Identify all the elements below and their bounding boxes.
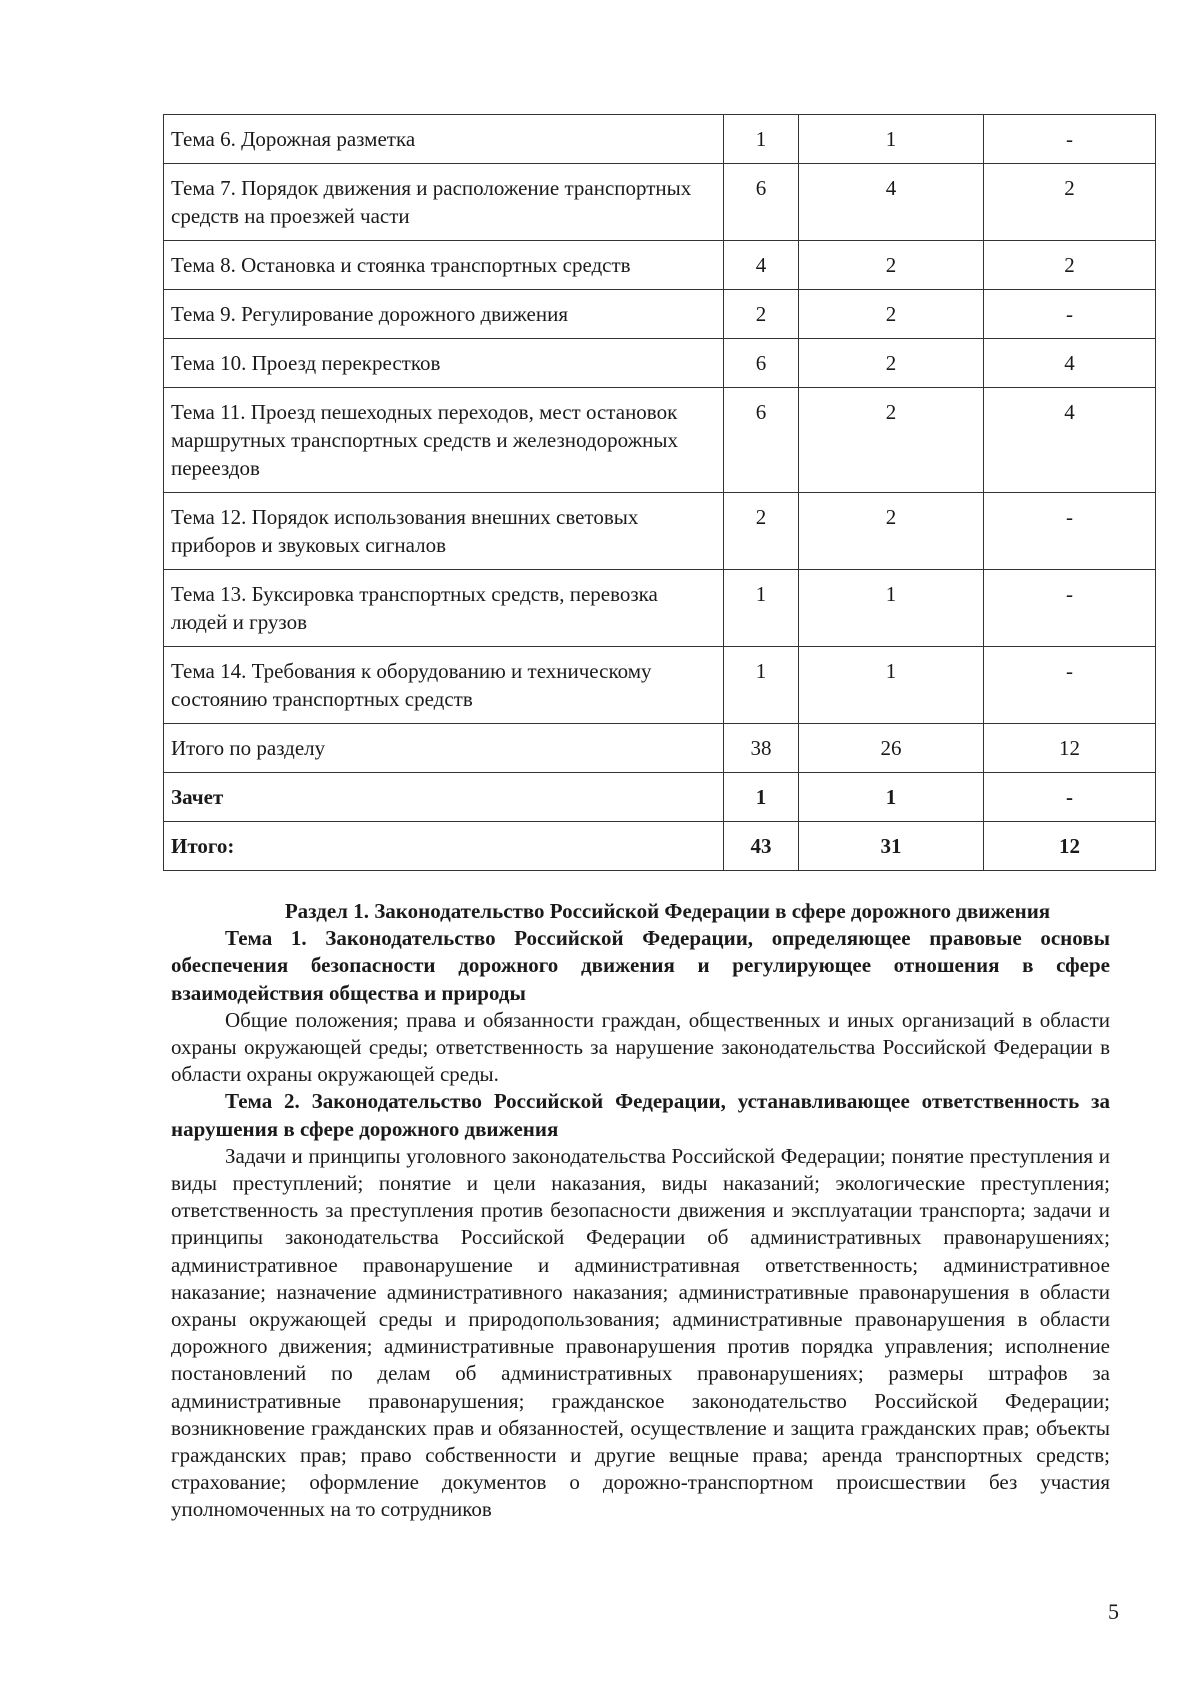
theory-hours-cell: 26: [799, 724, 984, 773]
table-row: [164, 115, 1156, 164]
practice-hours-cell: -: [984, 647, 1156, 724]
table-row: [164, 290, 1156, 339]
topic-cell: Тема 7. Порядок движения и расположение транспортных средств на проезжей части: [164, 164, 724, 241]
table-row: [164, 241, 1156, 290]
topic-cell: Итого:: [164, 822, 724, 871]
theory-hours-cell: 2: [799, 241, 984, 290]
theory-hours-cell: 2: [799, 388, 984, 493]
practice-hours-cell: -: [984, 115, 1156, 164]
table-row: [164, 570, 1156, 647]
topic-cell: Тема 11. Проезд пешеходных переходов, мест остановок маршрутных транспортных средств и железнодорожных переездов: [164, 388, 724, 493]
table-row: [164, 388, 1156, 493]
practice-hours-cell: 4: [984, 339, 1156, 388]
topic-cell: Тема 9. Регулирование дорожного движения: [164, 290, 724, 339]
total-hours-cell: 2: [724, 493, 799, 570]
theory-hours-cell: 1: [799, 115, 984, 164]
theory-hours-cell: 2: [799, 290, 984, 339]
section-content: [171, 898, 1110, 1524]
table-row: [164, 493, 1156, 570]
topic-cell: Зачет: [164, 773, 724, 822]
practice-hours-cell: -: [984, 570, 1156, 647]
total-hours-cell: 1: [724, 647, 799, 724]
theory-hours-cell: 1: [799, 647, 984, 724]
table-row-grand-total: [164, 822, 1156, 871]
practice-hours-cell: -: [984, 773, 1156, 822]
topic-1-text: Общие положения; права и обязанности граждан, общественных и иных организаций в области охраны окружающей среды; ответственность за нарушение законодательства Российской Федерации в области охраны окружающей среды.: [171, 1007, 1110, 1087]
topic-cell: Тема 13. Буксировка транспортных средств, перевозка людей и грузов: [164, 570, 724, 647]
total-hours-cell: 6: [724, 339, 799, 388]
practice-hours-cell: 2: [984, 241, 1156, 290]
theory-hours-cell: 31: [799, 822, 984, 871]
table-row-section-total: [164, 724, 1156, 773]
topic-cell: Тема 14. Требования к оборудованию и техническому состоянию транспортных средств: [164, 647, 724, 724]
topic-cell: Тема 10. Проезд перекрестков: [164, 339, 724, 388]
total-hours-cell: 6: [724, 164, 799, 241]
total-hours-cell: 1: [724, 570, 799, 647]
topic-cell: Итого по разделу: [164, 724, 724, 773]
total-hours-cell: 4: [724, 241, 799, 290]
total-hours-cell: 1: [724, 773, 799, 822]
practice-hours-cell: 2: [984, 164, 1156, 241]
table-row: [164, 647, 1156, 724]
table-row-exam: [164, 773, 1156, 822]
section-title: Раздел 1. Законодательство Российской Федерации в сфере дорожного движения: [284, 899, 1051, 923]
table-row: [164, 339, 1156, 388]
topic-cell: Тема 6. Дорожная разметка: [164, 115, 724, 164]
topic-cell: Тема 8. Остановка и стоянка транспортных средств: [164, 241, 724, 290]
total-hours-cell: 2: [724, 290, 799, 339]
theory-hours-cell: 1: [799, 773, 984, 822]
table-row: [164, 164, 1156, 241]
topic-2-title: Тема 2. Законодательство Российской Федерации, устанавливающее ответственность за нарушения в сфере дорожного движения: [171, 1089, 1110, 1141]
theory-hours-cell: 4: [799, 164, 984, 241]
total-hours-cell: 6: [724, 388, 799, 493]
practice-hours-cell: 4: [984, 388, 1156, 493]
curriculum-table: [163, 114, 1156, 871]
page-number: 5: [1108, 1599, 1119, 1624]
practice-hours-cell: 12: [984, 724, 1156, 773]
theory-hours-cell: 2: [799, 339, 984, 388]
theory-hours-cell: 1: [799, 570, 984, 647]
total-hours-cell: 43: [724, 822, 799, 871]
practice-hours-cell: -: [984, 290, 1156, 339]
practice-hours-cell: -: [984, 493, 1156, 570]
theory-hours-cell: 2: [799, 493, 984, 570]
topic-2-text: Задачи и принципы уголовного законодательства Российской Федерации; понятие преступления и виды преступлений; понятие и цели наказания, виды наказаний; экологические преступления; ответственность за преступления против безопасности движения и эксплуатации транспорта; задачи и принципы законодательства Российской Федерации об административных правонарушениях; административное правонарушение и административная ответственность; административное наказание; назначение административного наказания; административные правонарушения в области охраны окружающей среды и природопользования; административные правонарушения в области дорожного движения; административные правонарушения против порядка управления; исполнение постановлений по делам об административных правонарушениях; размеры штрафов за административные правонарушения; гражданское законодательство Российской Федерации; возникновение гражданских прав и обязанностей, осуществление и защита гражданских прав; объекты гражданских прав; право собственности и другие вещные права; аренда транспортных средств; страхование; оформление документов о дорожно-транспортном происшествии без участия уполномоченных на то сотрудников: [171, 1143, 1110, 1522]
topic-1-title: Тема 1. Законодательство Российской Федерации, определяющее правовые основы обеспечения безопасности дорожного движения и регулирующее отношения в сфере взаимодействия общества и природы: [171, 926, 1110, 1005]
total-hours-cell: 38: [724, 724, 799, 773]
practice-hours-cell: 12: [984, 822, 1156, 871]
total-hours-cell: 1: [724, 115, 799, 164]
topic-cell: Тема 12. Порядок использования внешних световых приборов и звуковых сигналов: [164, 493, 724, 570]
